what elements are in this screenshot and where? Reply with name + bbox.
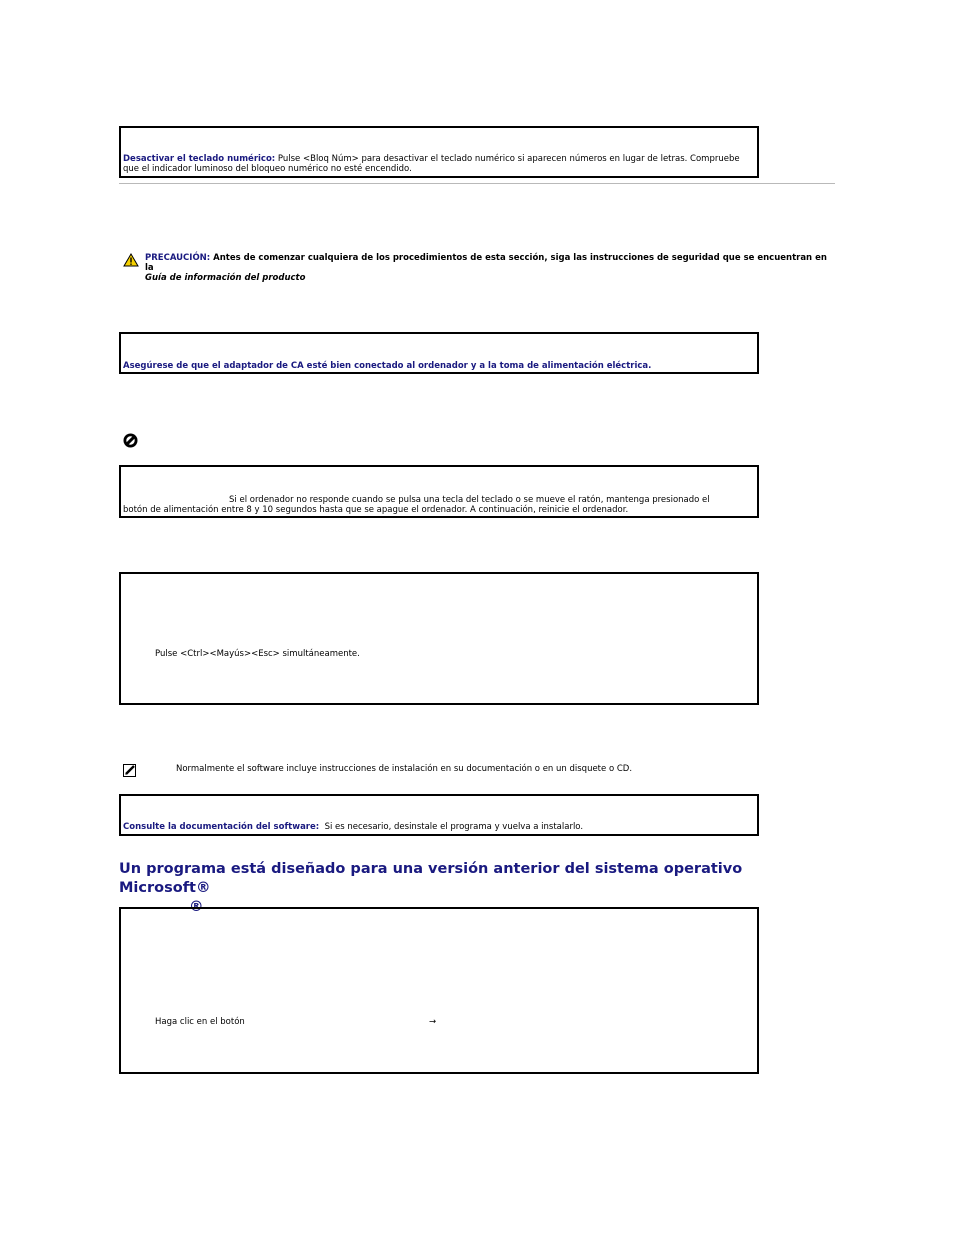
numlock-tip-label: Desactivar el teclado numérico: (123, 154, 276, 164)
ac-adapter-box (119, 332, 759, 374)
caution-guide-title: Guía de información del producto (145, 273, 306, 283)
numlock-tip-body: Pulse <Bloq Núm> para desactivar el teclado numérico si aparecen números en lugar de letras. Compruebe que el indicador luminoso del bloqueo numérico no esté encendido. (123, 154, 740, 174)
task-manager-text: Pulse <Ctrl><Mayús><Esc> simultáneamente. (155, 649, 360, 659)
software-doc-label: Consulte la documentación del software: (123, 822, 320, 832)
note-pencil-icon (123, 764, 137, 780)
numlock-tip-box (119, 126, 759, 178)
warning-icon (123, 253, 139, 270)
caution-label: PRECAUCIÓN: (145, 253, 211, 263)
section-heading-line2: ® (189, 899, 204, 915)
power-button-box (119, 465, 759, 518)
compatibility-box (119, 907, 759, 1074)
section-divider (119, 183, 835, 184)
power-button-line2: botón de alimentación entre 8 y 10 segundos hasta que se apague el ordenador. A continuación, reinicie el ordenador. (123, 505, 629, 515)
power-button-line1: Si el ordenador no responde cuando se pulsa una tecla del teclado o se mueve el ratón, mantenga presionado el (229, 495, 710, 505)
compatibility-text: Haga clic en el botón (155, 1017, 245, 1027)
arrow-icon: → (429, 1017, 437, 1027)
note-text: Normalmente el software incluye instrucciones de instalación en su documentación o en un disquete o CD. (176, 764, 633, 774)
ac-adapter-text: Asegúrese de que el adaptador de CA esté bien conectado al ordenador y a la toma de alimentación eléctrica. (123, 361, 652, 371)
task-manager-box (119, 572, 759, 705)
caution-text (145, 253, 835, 283)
software-doc-body: Si es necesario, desinstale el programa y vuelva a instalarlo. (319, 822, 584, 832)
numlock-tip-text (123, 154, 757, 174)
software-doc-box (119, 794, 759, 836)
caution-body: Antes de comenzar cualquiera de los procedimientos de esta sección, siga las instrucciones de seguridad que se encuentran en la (145, 253, 827, 273)
notice-icon (123, 433, 138, 451)
section-heading-line1: Un programa está diseñado para una versión anterior del sistema operativo Microsoft® (119, 861, 743, 896)
software-doc-text (123, 822, 757, 832)
